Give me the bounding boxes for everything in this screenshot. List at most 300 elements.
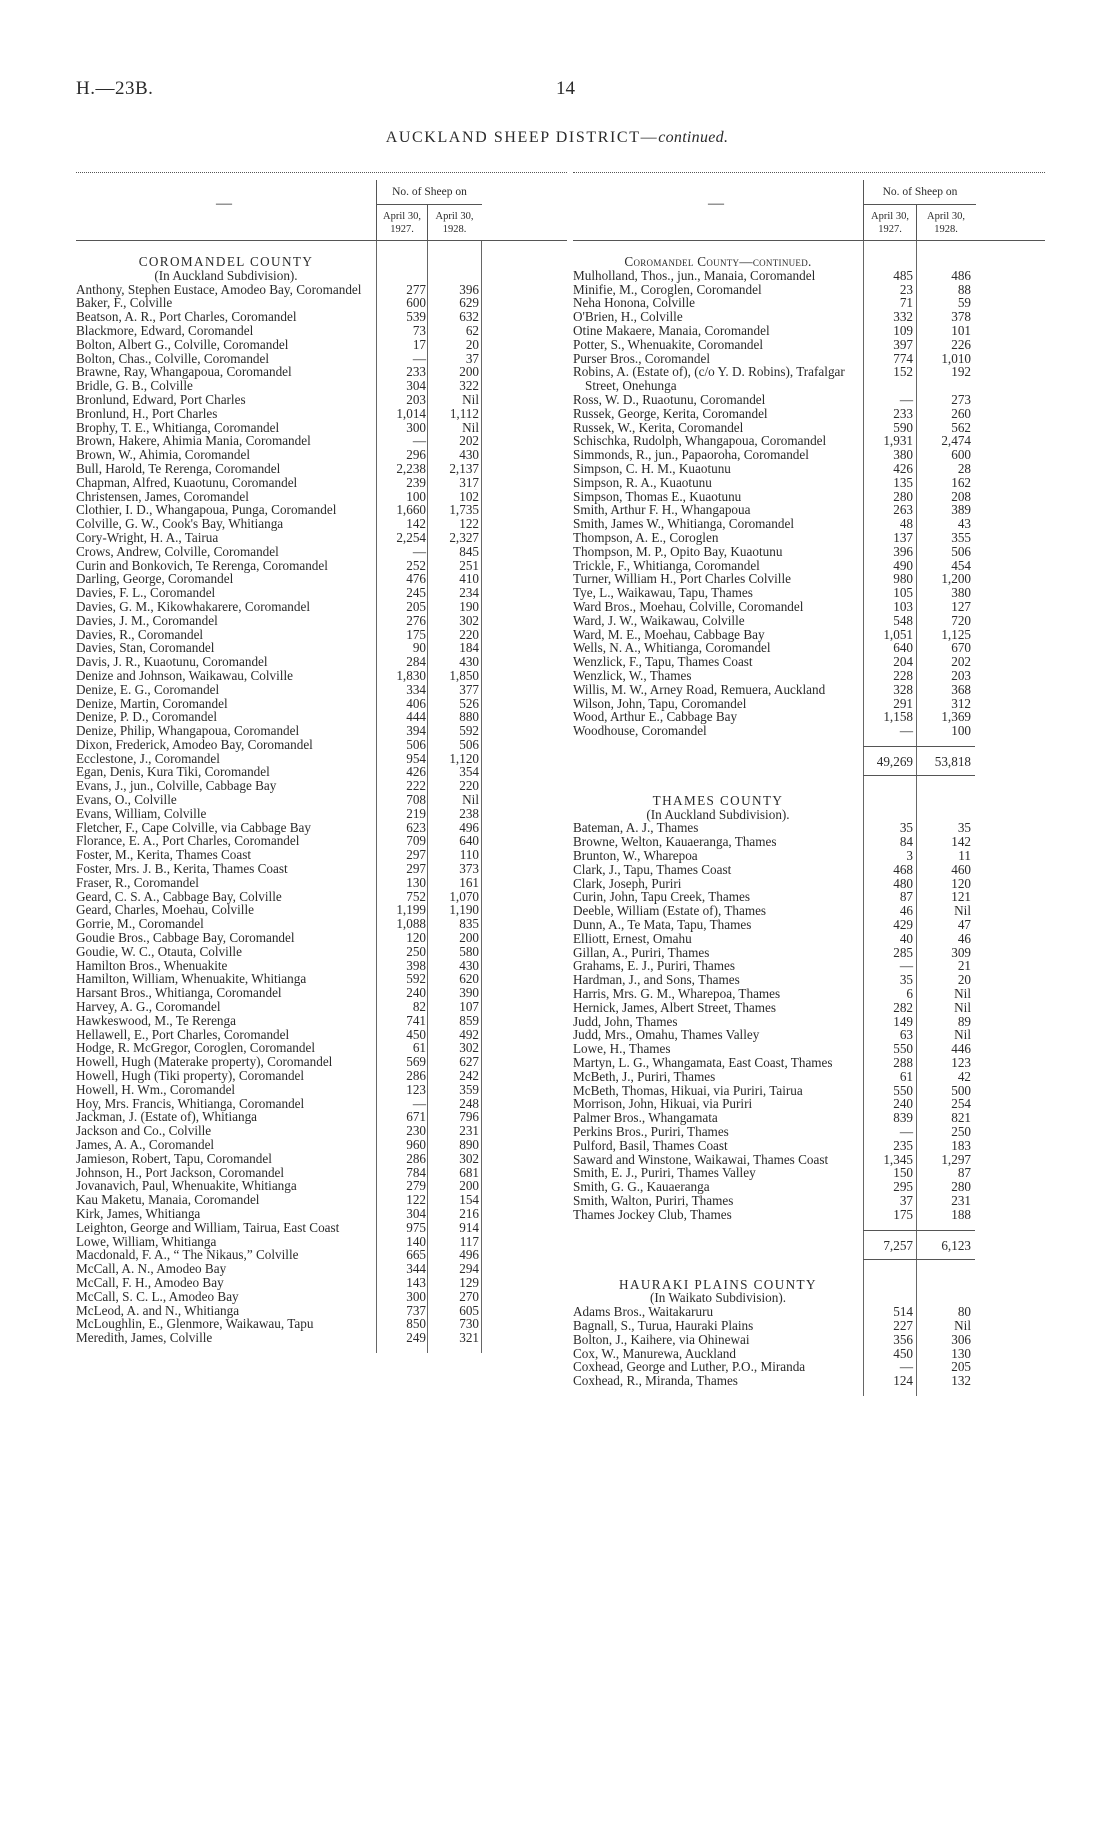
table-row	[573, 904, 1045, 918]
sheep-1928-value: 183	[951, 1137, 971, 1153]
sheep-1927-value: 550	[893, 1041, 913, 1057]
page-title-main: AUCKLAND SHEEP DISTRICT—	[385, 129, 659, 146]
sheep-1927-value: 40	[899, 930, 913, 946]
owner-name: Woodhouse, Coromandel	[573, 723, 707, 739]
table-row	[573, 1360, 1045, 1374]
sheep-1928-value: 2,474	[941, 433, 971, 449]
sheep-1927-value: 17	[412, 336, 426, 352]
sheep-1928-value: 251	[459, 557, 479, 573]
table-row	[76, 1248, 567, 1262]
table-row	[76, 1152, 567, 1166]
table-row	[76, 710, 567, 724]
sheep-1927-value: 590	[893, 419, 913, 435]
table-row	[573, 1028, 1045, 1042]
sheep-1927-value: 774	[893, 350, 913, 366]
sheep-1928-value: 110	[459, 847, 479, 863]
sheep-1928-value: 2,137	[449, 460, 479, 476]
sheep-1928-value: 526	[459, 695, 479, 711]
sheep-1927-value: 143	[406, 1274, 426, 1290]
owner-name: Deeble, William (Estate of), Thames	[573, 903, 767, 919]
sheep-1927-value: 1,660	[396, 502, 426, 518]
page-number: 14	[556, 78, 575, 99]
owner-name: Robins, A. (Estate of), (c/o Y. D. Robins), Trafalgar Street, Onehunga	[573, 364, 845, 394]
owner-name: Bolton, J., Kaihere, via Ohinewai	[573, 1331, 750, 1347]
table-row	[76, 503, 567, 517]
sheep-1928-value: 1,850	[449, 667, 479, 683]
county-heading-text: HAURAKI PLAINS COUNTY	[619, 1276, 817, 1292]
owner-name: Davies, F. L., Coromandel	[76, 585, 216, 601]
owner-name: O'Brien, H., Colville	[573, 309, 683, 325]
table-row	[573, 462, 1045, 476]
owner-name: Brown, W., Ahimia, Coromandel	[76, 447, 250, 463]
owner-name: Martyn, L. G., Whangamata, East Coast, Thames	[573, 1055, 833, 1071]
sheep-1927-value: 2,238	[396, 460, 426, 476]
sheep-1928-value: 161	[459, 874, 479, 890]
sheep-1927-value: 396	[893, 543, 913, 559]
owner-name: Macdonald, F. A., “ The Nikaus,” Colville	[76, 1247, 299, 1263]
col-1927-header: April 30, 1927.	[863, 204, 916, 240]
table-row	[573, 476, 1045, 490]
sheep-1928-value: 154	[459, 1192, 479, 1208]
sheep-1927-value: 485	[893, 267, 913, 283]
owner-name: James, A. A., Coromandel	[76, 1137, 215, 1152]
table-row	[573, 586, 1045, 600]
sheep-1927-value: 297	[406, 847, 426, 863]
table-row	[76, 1290, 567, 1304]
sheep-1927-value: —	[412, 350, 426, 366]
sheep-1928-value: 302	[459, 1040, 479, 1056]
sheep-1927-value: 285	[893, 944, 913, 960]
sheep-1928-value: Nil	[954, 1027, 971, 1043]
sheep-1928-value: 234	[459, 585, 479, 601]
table-row	[573, 946, 1045, 960]
sheep-1927-value: 506	[406, 736, 426, 752]
sheep-1928-value: 629	[459, 295, 479, 311]
sheep-1928-value: Nil	[954, 999, 971, 1015]
sheep-1927-value: 109	[893, 322, 913, 338]
owner-name: Cox, W., Manurewa, Auckland	[573, 1345, 736, 1361]
table-row	[573, 1153, 1045, 1167]
sheep-1928-value: 302	[459, 612, 479, 628]
left-column	[76, 172, 567, 1345]
table-row	[76, 1221, 567, 1235]
sheep-1928-value: 273	[951, 391, 971, 407]
subdivision-heading: (In Auckland Subdivision).	[154, 267, 298, 283]
sheep-1927-value: 1,051	[883, 626, 913, 642]
sheep-1927-value: 277	[406, 281, 426, 297]
sheep-1927-value: 548	[893, 612, 913, 628]
table-row	[573, 1166, 1045, 1180]
table-row	[573, 572, 1045, 586]
owner-name: Davies, Stan, Coromandel	[76, 640, 215, 656]
table-row	[573, 338, 1045, 352]
owner-name: Coxhead, George and Luther, P.O., Miranda	[573, 1359, 806, 1375]
sheep-1927-value: 623	[406, 819, 426, 835]
sheep-1927-value: —	[412, 433, 426, 449]
owner-name: Hernick, James, Albert Street, Thames	[573, 999, 777, 1015]
sheep-1927-value: 1,830	[396, 667, 426, 683]
sheep-1927-value: 741	[406, 1012, 426, 1028]
table-row	[76, 986, 567, 1000]
sheep-1928-value: 580	[459, 943, 479, 959]
owner-name: McCall, A. N., Amodeo Bay	[76, 1261, 227, 1277]
sheep-1927-value: 671	[406, 1109, 426, 1125]
table-row	[76, 972, 567, 986]
table-row	[76, 1069, 567, 1083]
sheep-1928-value: 200	[459, 930, 479, 946]
subdivision-heading	[573, 808, 1045, 822]
owner-name: Purser Bros., Coromandel	[573, 350, 710, 366]
sheep-1928-value: 670	[951, 640, 971, 656]
table-row	[76, 421, 567, 435]
owner-name: Howell, Hugh (Tiki property), Coromandel	[76, 1068, 305, 1084]
table-row	[573, 1319, 1045, 1333]
owner-name: Smith, James W., Whitianga, Coromandel	[573, 516, 794, 532]
table-row	[573, 490, 1045, 504]
table-row	[76, 890, 567, 904]
sheep-1928-value: 100	[951, 723, 971, 739]
owner-name: Jovanavich, Paul, Whenuakite, Whitianga	[76, 1178, 297, 1194]
sheep-1928-value: 496	[459, 819, 479, 835]
sheep-1927-value: 1,088	[396, 916, 426, 932]
section-spacer	[573, 1260, 1045, 1278]
sheep-1927-value: 284	[406, 654, 426, 670]
owner-name: Wenzlick, W., Thames	[573, 667, 692, 683]
sheep-1928-value: 121	[951, 889, 971, 905]
sheep-1927-value: 300	[406, 1288, 426, 1304]
sheep-1927-value: 219	[406, 805, 426, 821]
sheep-1928-value: 592	[459, 723, 479, 739]
owner-name: Bull, Harold, Te Rerenga, Coromandel	[76, 460, 281, 476]
table-row	[76, 476, 567, 490]
table-row	[76, 352, 567, 366]
owner-name: Hoy, Mrs. Francis, Whitianga, Coromandel	[76, 1095, 305, 1111]
table-row	[573, 324, 1045, 338]
table-row	[573, 503, 1045, 517]
sheep-1927-value: 296	[406, 447, 426, 463]
sheep-1927-value: 569	[406, 1054, 426, 1070]
owner-name: Bolton, Albert G., Colville, Coromandel	[76, 336, 289, 352]
sheep-1928-value: 102	[459, 488, 479, 504]
sheep-1927-value: 135	[893, 474, 913, 490]
sheep-1928-value: 37	[465, 350, 479, 366]
total-rule	[863, 746, 975, 747]
sheep-1928-value: 188	[951, 1206, 971, 1222]
owner-name: Bolton, Chas., Colville, Coromandel	[76, 350, 270, 366]
table-row	[76, 283, 567, 297]
sheep-1927-value: 123	[406, 1081, 426, 1097]
sheep-1927-value: 480	[893, 875, 913, 891]
owner-name: Geard, Charles, Moehau, Colville	[76, 902, 254, 918]
sheep-1928-value: 43	[957, 516, 971, 532]
owner-name: Grahams, E. J., Puriri, Thames	[573, 958, 736, 974]
owner-name: Harris, Mrs. G. M., Wharepoa, Thames	[573, 986, 781, 1002]
sheep-1928-value: 190	[459, 598, 479, 614]
sheep-1927-value: 252	[406, 557, 426, 573]
sheep-1927-value: 230	[406, 1123, 426, 1139]
left-table-body	[76, 241, 567, 1345]
table-row	[573, 1208, 1045, 1222]
total-1928-value: 53,818	[934, 753, 971, 769]
table-row	[76, 393, 567, 407]
sheep-1927-value: 149	[893, 1013, 913, 1029]
sheep-1928-value: 368	[951, 681, 971, 697]
sheep-1927-value: 6	[906, 986, 913, 1002]
owner-name: Smith, Arthur F. H., Whangapoua	[573, 502, 751, 518]
sheep-1927-value: 429	[893, 917, 913, 933]
sheep-1927-value: 35	[899, 972, 913, 988]
owner-name: Curin and Bonkovich, Te Rerenga, Coromandel	[76, 557, 328, 573]
owner-name: Ward, J. W., Waikawau, Colville	[573, 612, 745, 628]
table-row	[76, 1097, 567, 1111]
sheep-1927-value: 140	[406, 1233, 426, 1249]
owner-name: Dunn, A., Te Mata, Tapu, Thames	[573, 917, 752, 933]
owner-name: Minifie, M., Coroglen, Coromandel	[573, 281, 762, 297]
table-row	[76, 1207, 567, 1221]
sheep-1927-value: 640	[893, 640, 913, 656]
sheep-1927-value: 46	[899, 903, 913, 919]
sheep-1928-value: 226	[951, 336, 971, 352]
sheep-1927-value: —	[899, 1359, 913, 1375]
sheep-1928-value: Nil	[954, 986, 971, 1002]
owner-name: Davies, R., Coromandel	[76, 626, 204, 642]
sheep-1927-value: 291	[893, 695, 913, 711]
table-row	[76, 545, 567, 559]
subdivision-heading	[573, 1291, 1045, 1305]
sheep-1928-value: 127	[951, 598, 971, 614]
table-row	[573, 1001, 1045, 1015]
owner-name: Dixon, Frederick, Amodeo Bay, Coromandel	[76, 736, 313, 752]
table-row	[76, 1083, 567, 1097]
sheep-1927-value: 228	[893, 667, 913, 683]
owner-name: Elliott, Ernest, Omahu	[573, 930, 692, 946]
owner-name: Wilson, John, Tapu, Coromandel	[573, 695, 747, 711]
sheep-count-group-header: No. of Sheep on	[863, 180, 976, 205]
right-table-body	[573, 241, 1045, 1388]
owner-name: Florance, E. A., Port Charles, Coromandel	[76, 833, 300, 849]
county-heading	[573, 1278, 1045, 1292]
table-row	[76, 765, 567, 779]
owner-name: Goudie, W. C., Otauta, Colville	[76, 943, 242, 959]
sheep-1928-value: 130	[951, 1345, 971, 1361]
owner-name: Denize, E. G., Coromandel	[76, 681, 220, 697]
table-row	[76, 490, 567, 504]
sheep-1928-value: 20	[465, 336, 479, 352]
owner-name: Crows, Andrew, Colville, Coromandel	[76, 543, 279, 559]
owner-name: Wood, Arthur E., Cabbage Bay	[573, 709, 738, 725]
sheep-1927-value: 87	[899, 889, 913, 905]
sheep-1927-value: 328	[893, 681, 913, 697]
sheep-1927-value: 332	[893, 309, 913, 325]
table-row	[573, 724, 1045, 738]
col-1928-header: April 30, 1928.	[916, 204, 975, 240]
table-row	[573, 821, 1045, 835]
table-row	[76, 338, 567, 352]
sheep-1927-value: 954	[406, 750, 426, 766]
table-row	[573, 1139, 1045, 1153]
sheep-1928-value: 845	[459, 543, 479, 559]
owner-name: Ward Bros., Moehau, Colville, Coromandel	[573, 598, 804, 614]
sheep-1928-value: 1,010	[941, 350, 971, 366]
sheep-1927-value: 3	[906, 848, 913, 864]
subdivision-heading-text: (In Waikato Subdivision).	[649, 1290, 787, 1306]
table-row	[573, 1125, 1045, 1139]
table-row	[573, 310, 1045, 324]
document-reference: H.—23B.	[76, 78, 154, 99]
sheep-1928-value: 562	[951, 419, 971, 435]
table-row	[76, 779, 567, 793]
sheep-1928-value: 21	[957, 958, 971, 974]
sheep-1927-value: 122	[406, 1192, 426, 1208]
sheep-1928-value: 321	[459, 1330, 479, 1346]
sheep-1927-value: 344	[406, 1261, 426, 1277]
table-row	[573, 1056, 1045, 1070]
table-row	[76, 931, 567, 945]
table-row	[76, 848, 567, 862]
owner-name: Coxhead, R., Miranda, Thames	[573, 1373, 738, 1389]
table-row	[76, 1138, 567, 1152]
sheep-1928-value: 46	[957, 930, 971, 946]
sheep-1927-value: 245	[406, 585, 426, 601]
owner-name: Evans, J., jun., Colville, Cabbage Bay	[76, 778, 277, 794]
table-row	[76, 1235, 567, 1249]
sheep-1928-value: 720	[951, 612, 971, 628]
sheep-1927-value: 975	[406, 1219, 426, 1235]
sheep-1927-value: 105	[893, 585, 913, 601]
sheep-1928-value: 632	[459, 309, 479, 325]
owner-name: Gillan, A., Puriri, Thames	[573, 944, 710, 960]
table-row	[76, 462, 567, 476]
table-row	[573, 932, 1045, 946]
table-row	[76, 793, 567, 807]
table-row	[76, 434, 567, 448]
owner-name: Tye, L., Waikawau, Tapu, Thames	[573, 585, 753, 601]
owner-name: Foster, Mrs. J. B., Kerita, Thames Coast	[76, 861, 288, 877]
sheep-1927-value: 263	[893, 502, 913, 518]
sheep-1927-value: 227	[893, 1317, 913, 1333]
owner-name: Fraser, R., Coromandel	[76, 874, 199, 890]
table-row	[76, 834, 567, 848]
owner-name: Neha Honona, Colville	[573, 295, 695, 311]
owner-name: Meredith, James, Colville	[76, 1330, 213, 1346]
sheep-1927-value: 100	[406, 488, 426, 504]
sheep-1927-value: 222	[406, 778, 426, 794]
sheep-1928-value: 890	[459, 1137, 479, 1152]
right-column	[573, 172, 1045, 1388]
sheep-1927-value: 665	[406, 1247, 426, 1263]
table-row	[573, 1042, 1045, 1056]
owner-name: McCall, S. C. L., Amodeo Bay	[76, 1288, 239, 1304]
table-row	[573, 890, 1045, 904]
owner-name: Brawne, Ray, Whangapoua, Coromandel	[76, 364, 292, 380]
sheep-1928-value: 796	[459, 1109, 479, 1125]
sheep-1928-value: 410	[459, 571, 479, 587]
sheep-1928-value: Nil	[954, 1317, 971, 1333]
owner-name: Russek, George, Kerita, Coromandel	[573, 405, 768, 421]
sheep-1928-value: 914	[459, 1219, 479, 1235]
owner-name: McBeth, J., Puriri, Thames	[573, 1068, 716, 1084]
table-row	[573, 1015, 1045, 1029]
owner-name: Lowe, H., Thames	[573, 1041, 671, 1057]
sheep-1928-value: 390	[459, 985, 479, 1001]
owner-name: Hardman, J., and Sons, Thames	[573, 972, 740, 988]
sheep-1928-value: 1,112	[449, 405, 479, 421]
county-heading-text: Coromandel County—continued.	[624, 254, 812, 269]
table-row	[76, 517, 567, 531]
owner-name: Lowe, William, Whitianga	[76, 1233, 217, 1249]
sheep-1927-value: 286	[406, 1068, 426, 1084]
table-row	[76, 310, 567, 324]
sheep-1927-value: 84	[899, 834, 913, 850]
owner-name: Davies, G. M., Kikowhakarere, Coromandel	[76, 598, 311, 614]
table-row	[76, 1262, 567, 1276]
table-row	[573, 352, 1045, 366]
table-row	[76, 683, 567, 697]
table-row	[573, 283, 1045, 297]
table-row	[76, 1179, 567, 1193]
sheep-1927-value: 709	[406, 833, 426, 849]
sheep-1927-value: 476	[406, 571, 426, 587]
table-row	[573, 1194, 1045, 1208]
sheep-1927-value: —	[412, 543, 426, 559]
sheep-1928-value: 220	[459, 778, 479, 794]
sheep-1927-value: 130	[406, 874, 426, 890]
section-spacer	[573, 776, 1045, 794]
sheep-1927-value: 850	[406, 1316, 426, 1332]
sheep-1928-value: 132	[951, 1373, 971, 1389]
sheep-1927-value: 398	[406, 957, 426, 973]
sheep-1928-value: 220	[459, 626, 479, 642]
table-row	[76, 379, 567, 393]
table-row	[76, 1304, 567, 1318]
sheep-1928-value: Nil	[462, 419, 479, 435]
owner-name: Davis, J. R., Kuaotunu, Coromandel	[76, 654, 268, 670]
sheep-1927-value: 142	[406, 516, 426, 532]
owner-name: Kirk, James, Whitianga	[76, 1205, 201, 1221]
sheep-1928-value: 496	[459, 1247, 479, 1263]
sheep-1928-value: 730	[459, 1316, 479, 1332]
table-row	[76, 1028, 567, 1042]
sheep-1928-value: 260	[951, 405, 971, 421]
sheep-1928-value: 254	[951, 1096, 971, 1112]
table-row	[76, 1317, 567, 1331]
table-row	[573, 669, 1045, 683]
county-heading: COROMANDEL COUNTY	[138, 254, 314, 269]
sheep-1928-value: 681	[459, 1164, 479, 1180]
owner-name: Howell, H. Wm., Coromandel	[76, 1081, 236, 1097]
sheep-1928-value: 627	[459, 1054, 479, 1070]
sheep-1928-value: 238	[459, 805, 479, 821]
sheep-1928-value: 202	[459, 433, 479, 449]
table-row	[76, 586, 567, 600]
sheep-1927-value: 280	[893, 488, 913, 504]
table-row	[573, 863, 1045, 877]
sheep-1927-value: 752	[406, 888, 426, 904]
sheep-1928-value: 605	[459, 1302, 479, 1318]
sheep-1928-value: 205	[951, 1359, 971, 1375]
sheep-1928-value: 1,070	[449, 888, 479, 904]
sheep-1928-value: 506	[459, 736, 479, 752]
owner-name: Evans, William, Colville	[76, 805, 207, 821]
sheep-1927-value: 288	[893, 1055, 913, 1071]
sheep-1927-value: 61	[412, 1040, 426, 1056]
owner-name: Christensen, James, Coromandel	[76, 488, 249, 504]
owner-name: Morrison, John, Hikuai, via Puriri	[573, 1096, 753, 1112]
sheep-1928-value: 492	[459, 1026, 479, 1042]
table-row	[76, 1276, 567, 1290]
table-row	[76, 448, 567, 462]
owner-name: Blackmore, Edward, Coromandel	[76, 322, 254, 338]
